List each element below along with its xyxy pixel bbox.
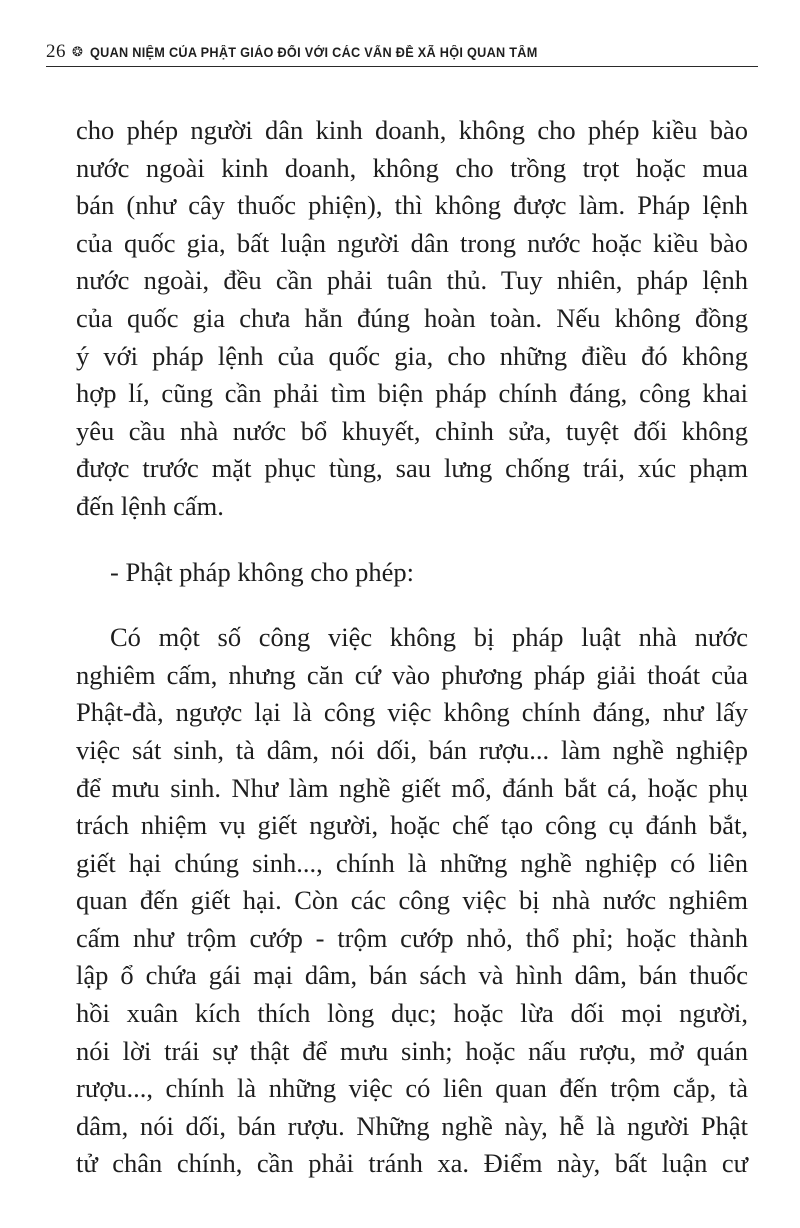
text-line: hợp lí, cũng cần phải tìm biện pháp chính đáng, công khai xyxy=(76,378,748,409)
text-line: nước ngoài kinh doanh, không cho trồng trọt hoặc mua xyxy=(76,152,748,183)
text-line: Phật-đà, ngược lại là công việc không chính đáng, như lấy xyxy=(76,697,748,728)
text-line: yêu cầu nhà nước bổ khuyết, chỉnh sửa, tuyệt đối không xyxy=(76,415,748,446)
paragraph xyxy=(76,112,748,526)
text-line: trách nhiệm vụ giết người, hoặc chế tạo công cụ đánh bắt, xyxy=(76,810,748,841)
text-line: đến lệnh cấm. xyxy=(76,490,224,521)
text-line: giết hại chúng sinh..., chính là những nghề nghiệp có liên xyxy=(76,847,748,878)
text-line: của quốc gia chưa hẳn đúng hoàn toàn. Nếu không đồng xyxy=(76,302,748,333)
text-line: cấm như trộm cướp - trộm cướp nhỏ, thổ phỉ; hoặc thành xyxy=(76,922,748,953)
text-line: cho phép người dân kinh doanh, không cho phép kiều bào xyxy=(76,115,748,145)
text-line: - Phật pháp không cho phép: xyxy=(110,556,414,587)
text-line: ý với pháp lệnh của quốc gia, cho những điều đó không xyxy=(76,340,748,371)
text-line: nước ngoài, đều cần phải tuân thủ. Tuy nhiên, pháp lệnh xyxy=(76,265,748,296)
text-line: tử chân chính, cần phải tránh xa. Điểm này, bất luận cư xyxy=(76,1148,748,1179)
text-line: được trước mặt phục tùng, sau lưng chống trái, xúc phạm xyxy=(76,453,748,484)
text-line: nghiêm cấm, nhưng căn cứ vào phương pháp giải thoát của xyxy=(76,659,748,690)
page-number: 26 xyxy=(46,41,66,62)
text-line: bán (như cây thuốc phiện), thì không được làm. Pháp lệnh xyxy=(76,190,748,221)
text-line: dâm, nói dối, bán rượu. Những nghề này, hễ là người Phật xyxy=(76,1110,748,1141)
text-line: để mưu sinh. Như làm nghề giết mổ, đánh bắt cá, hoặc phụ xyxy=(76,772,748,803)
text-line: nói lời trái sự thật để mưu sinh; hoặc nấu rượu, mở quán xyxy=(76,1035,748,1066)
text-line: Có một số công việc không bị pháp luật nhà nước xyxy=(110,622,748,653)
text-line: việc sát sinh, tà dâm, nói dối, bán rượu... làm nghề nghiệp xyxy=(76,734,748,765)
running-title: QUAN NIỆM CỦA PHẬT GIÁO ĐỐI VỚI CÁC VẤN ĐỀ XÃ HỘI QUAN TÂM xyxy=(89,44,538,60)
paragraph xyxy=(76,554,748,592)
body-text xyxy=(76,112,748,1183)
text-line: rượu..., chính là những việc có liên quan đến trộm cắp, tà xyxy=(76,1073,748,1104)
header-rule xyxy=(46,66,758,67)
text-line: lập ổ chứa gái mại dâm, bán sách và hình dâm, bán thuốc xyxy=(76,960,748,991)
text-line: quan đến giết hại. Còn các công việc bị nhà nước nghiêm xyxy=(76,885,748,916)
running-header xyxy=(46,41,758,63)
paragraph xyxy=(76,619,748,1183)
ornament-icon: ❂ xyxy=(72,44,83,59)
text-line: hồi xuân kích thích lòng dục; hoặc lừa dối mọi người, xyxy=(76,998,748,1029)
text-line: của quốc gia, bất luận người dân trong nước hoặc kiều bào xyxy=(76,227,748,258)
